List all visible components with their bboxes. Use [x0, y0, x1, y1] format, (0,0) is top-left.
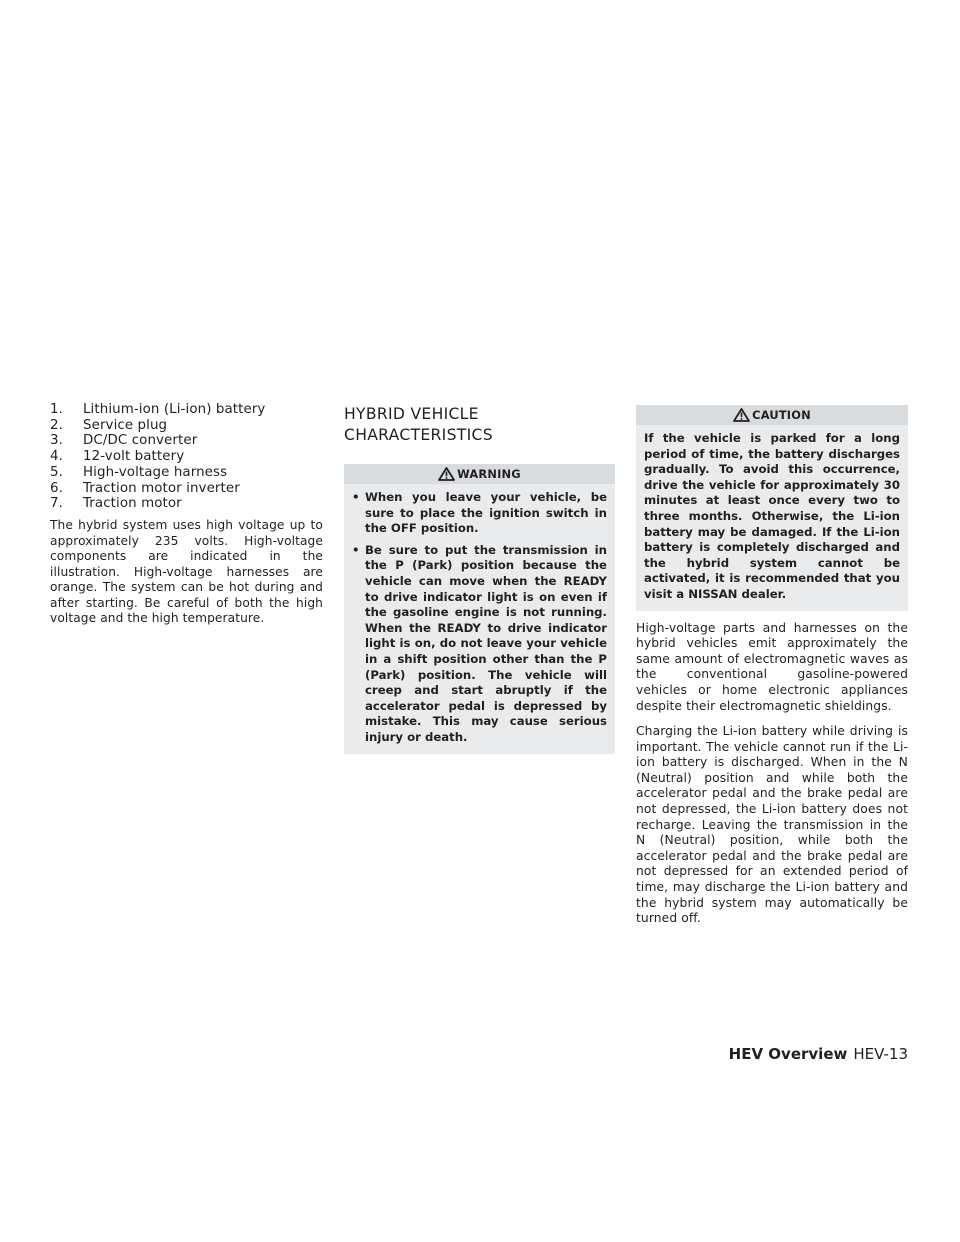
warning-item	[352, 543, 607, 746]
section-title-line2: CHARACTERISTICS	[344, 426, 493, 444]
bullet: •	[352, 490, 360, 504]
list-item	[50, 402, 323, 418]
page-footer	[636, 1045, 908, 1063]
list-label: Traction motor inverter	[83, 480, 240, 496]
list-item	[50, 418, 323, 434]
list-label: Lithium-ion (Li-ion) battery	[83, 402, 266, 417]
list-number: 4.	[50, 449, 63, 465]
list-label: DC/DC converter	[83, 433, 198, 449]
list-number: 7.	[50, 496, 63, 512]
list-number: 3.	[50, 433, 63, 449]
list-label: Traction motor	[83, 496, 182, 512]
caution-box	[636, 405, 908, 611]
list-label: 12-volt battery	[83, 449, 185, 465]
charging-paragraph: Charging the Li-ion battery while driving is important. The vehicle cannot run if the Li-ion battery is discharged. When in the N (Neutral) position and while both the accelerator pedal and the brake pedal are not depressed, the Li-ion battery does not recharge. Leaving the transmission in the N (Neutral) position, while both the accelerator pedal and the brake pedal are not depressed for an extended period of time, may discharge the Li-ion battery and the hybrid system may automatically be turned off.	[636, 724, 908, 926]
footer-section-title: HEV Overview	[728, 1045, 848, 1063]
page-number: HEV-13	[853, 1045, 908, 1063]
warning-item-text: Be sure to put the transmission in the P (Park) position because the vehicle can move when the READY to drive indicator light is on even if the gasoline engine is not running. When the READY to drive indicator light is on, do not leave your vehicle in a shift position other than the P (Park) position. The vehicle will creep and start abruptly if the accelerator pedal is depressed by mistake. This may cause serious injury or death.	[365, 542, 607, 744]
left-column	[50, 402, 323, 627]
list-item	[50, 433, 323, 449]
caution-label: CAUTION	[752, 408, 811, 422]
section-title-line1: HYBRID VEHICLE	[344, 405, 479, 423]
list-item	[50, 465, 323, 481]
intro-paragraph: The hybrid system uses high voltage up to approximately 235 volts. High-voltage components are indicated in the illustration. High-voltage harnesses are orange. The system can be hot during and after starting. Be careful of both the high voltage and the high temperature.	[50, 517, 323, 626]
list-item	[50, 481, 323, 497]
list-label: Service plug	[83, 417, 168, 433]
warning-triangle-icon	[438, 467, 455, 481]
list-number: 6.	[50, 480, 63, 496]
warning-header	[344, 464, 615, 484]
list-item	[50, 449, 323, 465]
list-number: 1.	[50, 402, 63, 417]
list-label: High-voltage harness	[83, 464, 228, 480]
middle-column	[344, 402, 615, 754]
caution-header	[636, 405, 908, 425]
caution-body	[636, 425, 908, 611]
list-number: 5.	[50, 464, 63, 480]
list-number: 2.	[50, 417, 63, 433]
caution-text: If the vehicle is parked for a long period of time, the battery discharges gradually. To avoid this occurrence, drive the vehicle for approximately 30 minutes at least once every two to three months. Otherwise, the Li-ion battery may be damaged. If the Li-ion battery is completely discharged and the hybrid system cannot be activated, it is recommended that you visit a NISSAN dealer.	[644, 431, 900, 601]
warning-item-text: When you leave your vehicle, be sure to place the ignition switch in the OFF position.	[365, 490, 607, 536]
warning-label: WARNING	[457, 467, 521, 481]
warning-box	[344, 464, 615, 754]
right-column	[636, 402, 908, 927]
warning-list	[352, 490, 607, 746]
bullet: •	[352, 542, 360, 557]
list-item	[50, 496, 323, 512]
emissions-paragraph: High-voltage parts and harnesses on the hybrid vehicles emit approximately the same amount of electromagnetic waves as the conventional gasoline-powered vehicles or home electronic appliances despite their electromagnetic shieldings.	[636, 620, 908, 713]
section-title	[344, 404, 615, 446]
warning-triangle-icon	[733, 408, 750, 422]
warning-item	[352, 490, 607, 537]
warning-body	[344, 484, 615, 754]
parts-list	[50, 402, 323, 512]
